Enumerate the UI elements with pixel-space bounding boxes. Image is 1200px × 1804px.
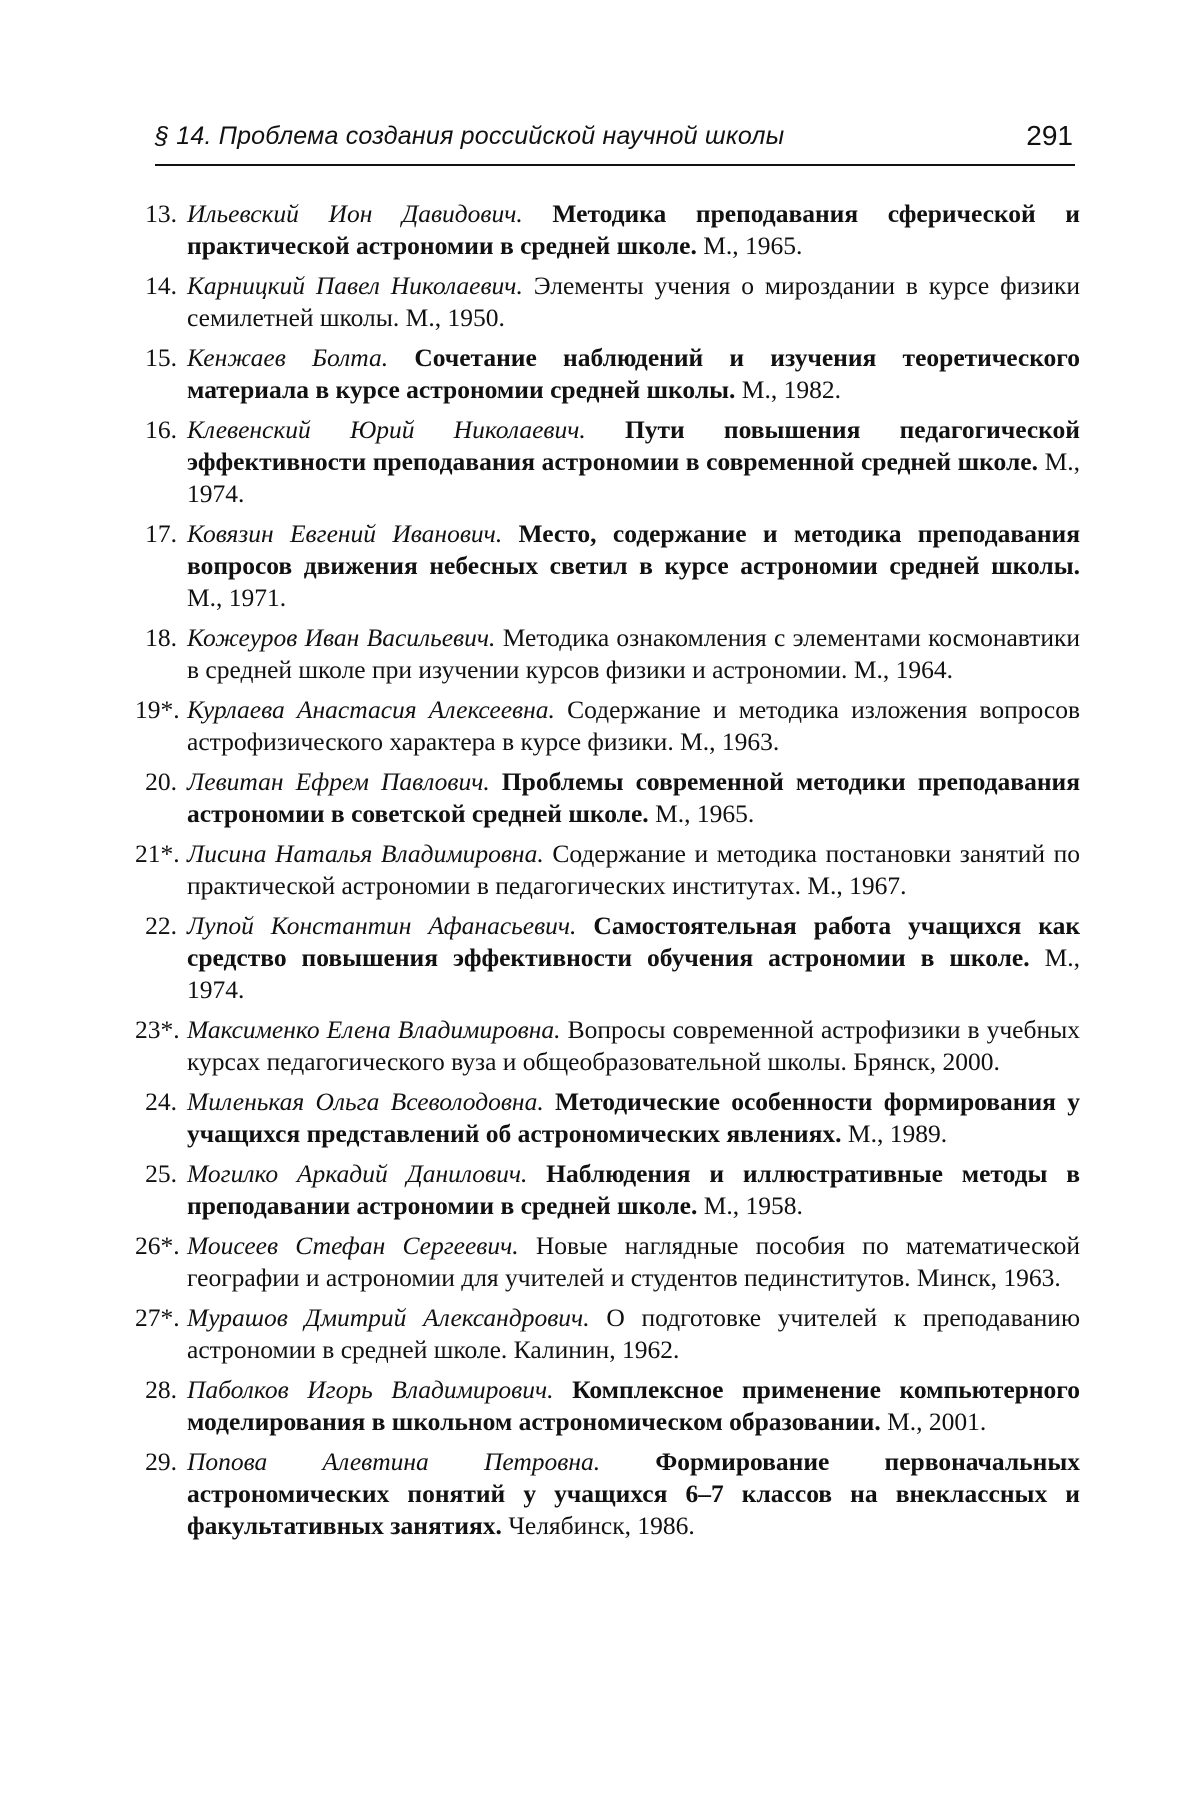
reference-author: Миленькая Ольга Всеволодовна. — [187, 1087, 544, 1116]
reference-publication: М., 1971. — [187, 583, 287, 612]
reference-author: Кожеуров Иван Васильевич. — [187, 623, 496, 652]
reference-item — [135, 1374, 1080, 1438]
reference-number: 20. — [145, 767, 177, 796]
reference-publication: М., 1989. — [847, 1119, 948, 1148]
reference-number: 22. — [145, 911, 177, 940]
reference-item — [135, 414, 1080, 510]
reference-item — [135, 694, 1080, 758]
reference-number: 16. — [145, 415, 177, 444]
reference-publication: М., 2001. — [887, 1407, 987, 1436]
reference-title: Самостоятельная работа учащихся как средство повышения эффективности обучения астрономии в школе. — [187, 911, 1081, 972]
reference-author: Мурашов Дмитрий Александрович. — [187, 1303, 590, 1332]
reference-publication: М., 1963. — [680, 727, 780, 756]
reference-publication: М., 1965. — [655, 799, 755, 828]
reference-title: Содержание и методика постановки занятий по практической астрономии в педагогических институтах. — [187, 839, 1081, 900]
reference-item — [135, 838, 1080, 902]
reference-author: Максименко Елена Владимировна. — [187, 1015, 561, 1044]
reference-item — [135, 1302, 1080, 1366]
reference-publication: М., 1974. — [187, 447, 1080, 508]
page-number: 291 — [1026, 120, 1073, 151]
reference-author: Курлаева Анастасия Алексеевна. — [187, 695, 555, 724]
reference-publication: М., 1965. — [703, 231, 803, 260]
reference-number: 21*. — [135, 839, 180, 868]
reference-number: 29. — [145, 1447, 177, 1476]
reference-author: Карницкий Павел Николаевич. — [187, 271, 523, 300]
reference-publication: М., 1950. — [405, 303, 505, 332]
reference-number: 13. — [145, 199, 177, 228]
page-header — [155, 118, 1075, 166]
reference-title: Сочетание наблюдений и изучения теоретического материала в курсе астрономии средней школы. — [187, 343, 1080, 404]
reference-title: Методические особенности формирования у учащихся представлений об астрономических явлениях. — [187, 1087, 1080, 1148]
reference-author: Моисеев Стефан Сергеевич. — [187, 1231, 519, 1260]
reference-author: Клевенский Юрий Николаевич. — [187, 415, 586, 444]
reference-list — [135, 198, 1080, 1550]
reference-title: Методика преподавания сферической и практической астрономии в средней школе. — [187, 199, 1081, 260]
reference-item — [135, 1230, 1080, 1294]
reference-item — [135, 622, 1080, 686]
reference-title: Элементы учения о мироздании в курсе физики семилетней школы. — [187, 271, 1080, 332]
reference-item — [135, 1158, 1080, 1222]
running-header-title: § 14. Проблема создания российской научной школы — [155, 122, 785, 150]
reference-author: Лупой Константин Афанасьевич. — [187, 911, 577, 940]
reference-title: Пути повышения педагогической эффективности преподавания астрономии в современной средней школе. — [187, 415, 1080, 476]
reference-publication: М., 1982. — [741, 375, 841, 404]
reference-publication: Брянск, 2000. — [853, 1047, 1000, 1076]
reference-number: 26*. — [135, 1231, 180, 1260]
reference-item — [135, 1086, 1080, 1150]
reference-publication: М., 1964. — [853, 655, 953, 684]
reference-title: Содержание и методика изложения вопросов астрофизического характера в курсе физики. — [187, 695, 1080, 756]
reference-title: О подготовке учителей к преподаванию астрономии в средней школе. — [187, 1303, 1080, 1364]
reference-title: Проблемы современной методики преподавания астрономии в советской средней школе. — [187, 767, 1081, 828]
reference-number: 24. — [145, 1087, 177, 1116]
reference-author: Левитан Ефрем Павлович. — [187, 767, 490, 796]
reference-number: 19*. — [135, 695, 180, 724]
reference-item — [135, 198, 1080, 262]
reference-author: Попова Алевтина Петровна. — [187, 1447, 601, 1476]
reference-author: Ковязин Евгений Иванович. — [187, 519, 503, 548]
reference-title: Наблюдения и иллюстративные методы в преподавании астрономии в средней школе. — [187, 1159, 1080, 1220]
reference-title: Формирование первоначальных астрономических понятий у учащихся 6–7 классов на внеклассных и факультативных занятиях. — [187, 1447, 1080, 1540]
reference-number: 17. — [145, 519, 177, 548]
reference-author: Кенжаев Болта. — [187, 343, 389, 372]
reference-author: Могилко Аркадий Данилович. — [187, 1159, 528, 1188]
reference-author: Паболков Игорь Владимирович. — [187, 1375, 554, 1404]
reference-publication: М., 1967. — [807, 871, 907, 900]
reference-item — [135, 910, 1080, 1006]
reference-number: 15. — [145, 343, 177, 372]
reference-publication: Челябинск, 1986. — [508, 1511, 695, 1540]
reference-item — [135, 270, 1080, 334]
reference-publication: Минск, 1963. — [916, 1263, 1061, 1292]
reference-item — [135, 766, 1080, 830]
reference-number: 18. — [145, 623, 177, 652]
reference-item — [135, 342, 1080, 406]
reference-item — [135, 1014, 1080, 1078]
reference-number: 27*. — [135, 1303, 180, 1332]
reference-author: Ильевский Ион Давидович. — [187, 199, 523, 228]
reference-number: 28. — [145, 1375, 177, 1404]
reference-title: Вопросы современной астрофизики в учебных курсах педагогического вуза и общеобразовательной школы. — [187, 1015, 1080, 1076]
reference-number: 25. — [145, 1159, 177, 1188]
reference-publication: М., 1958. — [703, 1191, 803, 1220]
reference-author: Лисина Наталья Владимировна. — [187, 839, 544, 868]
reference-title: Комплексное применение компьютерного моделирования в школьном астрономическом образовании. — [187, 1375, 1080, 1436]
reference-title: Новые наглядные пособия по математической географии и астрономии для учителей и студентов пединститутов. — [187, 1231, 1080, 1292]
reference-item — [135, 518, 1080, 614]
reference-title: Методика ознакомления с элементами космонавтики в средней школе при изучении курсов физики и астрономии. — [187, 623, 1081, 684]
reference-title: Место, содержание и методика преподавания вопросов движения небесных светил в курсе астрономии средней школы. — [187, 519, 1081, 580]
reference-publication: М., 1974. — [187, 943, 1080, 1004]
reference-item — [135, 1446, 1080, 1542]
reference-publication: Калинин, 1962. — [513, 1335, 680, 1364]
reference-number: 14. — [145, 271, 177, 300]
reference-number: 23*. — [135, 1015, 180, 1044]
